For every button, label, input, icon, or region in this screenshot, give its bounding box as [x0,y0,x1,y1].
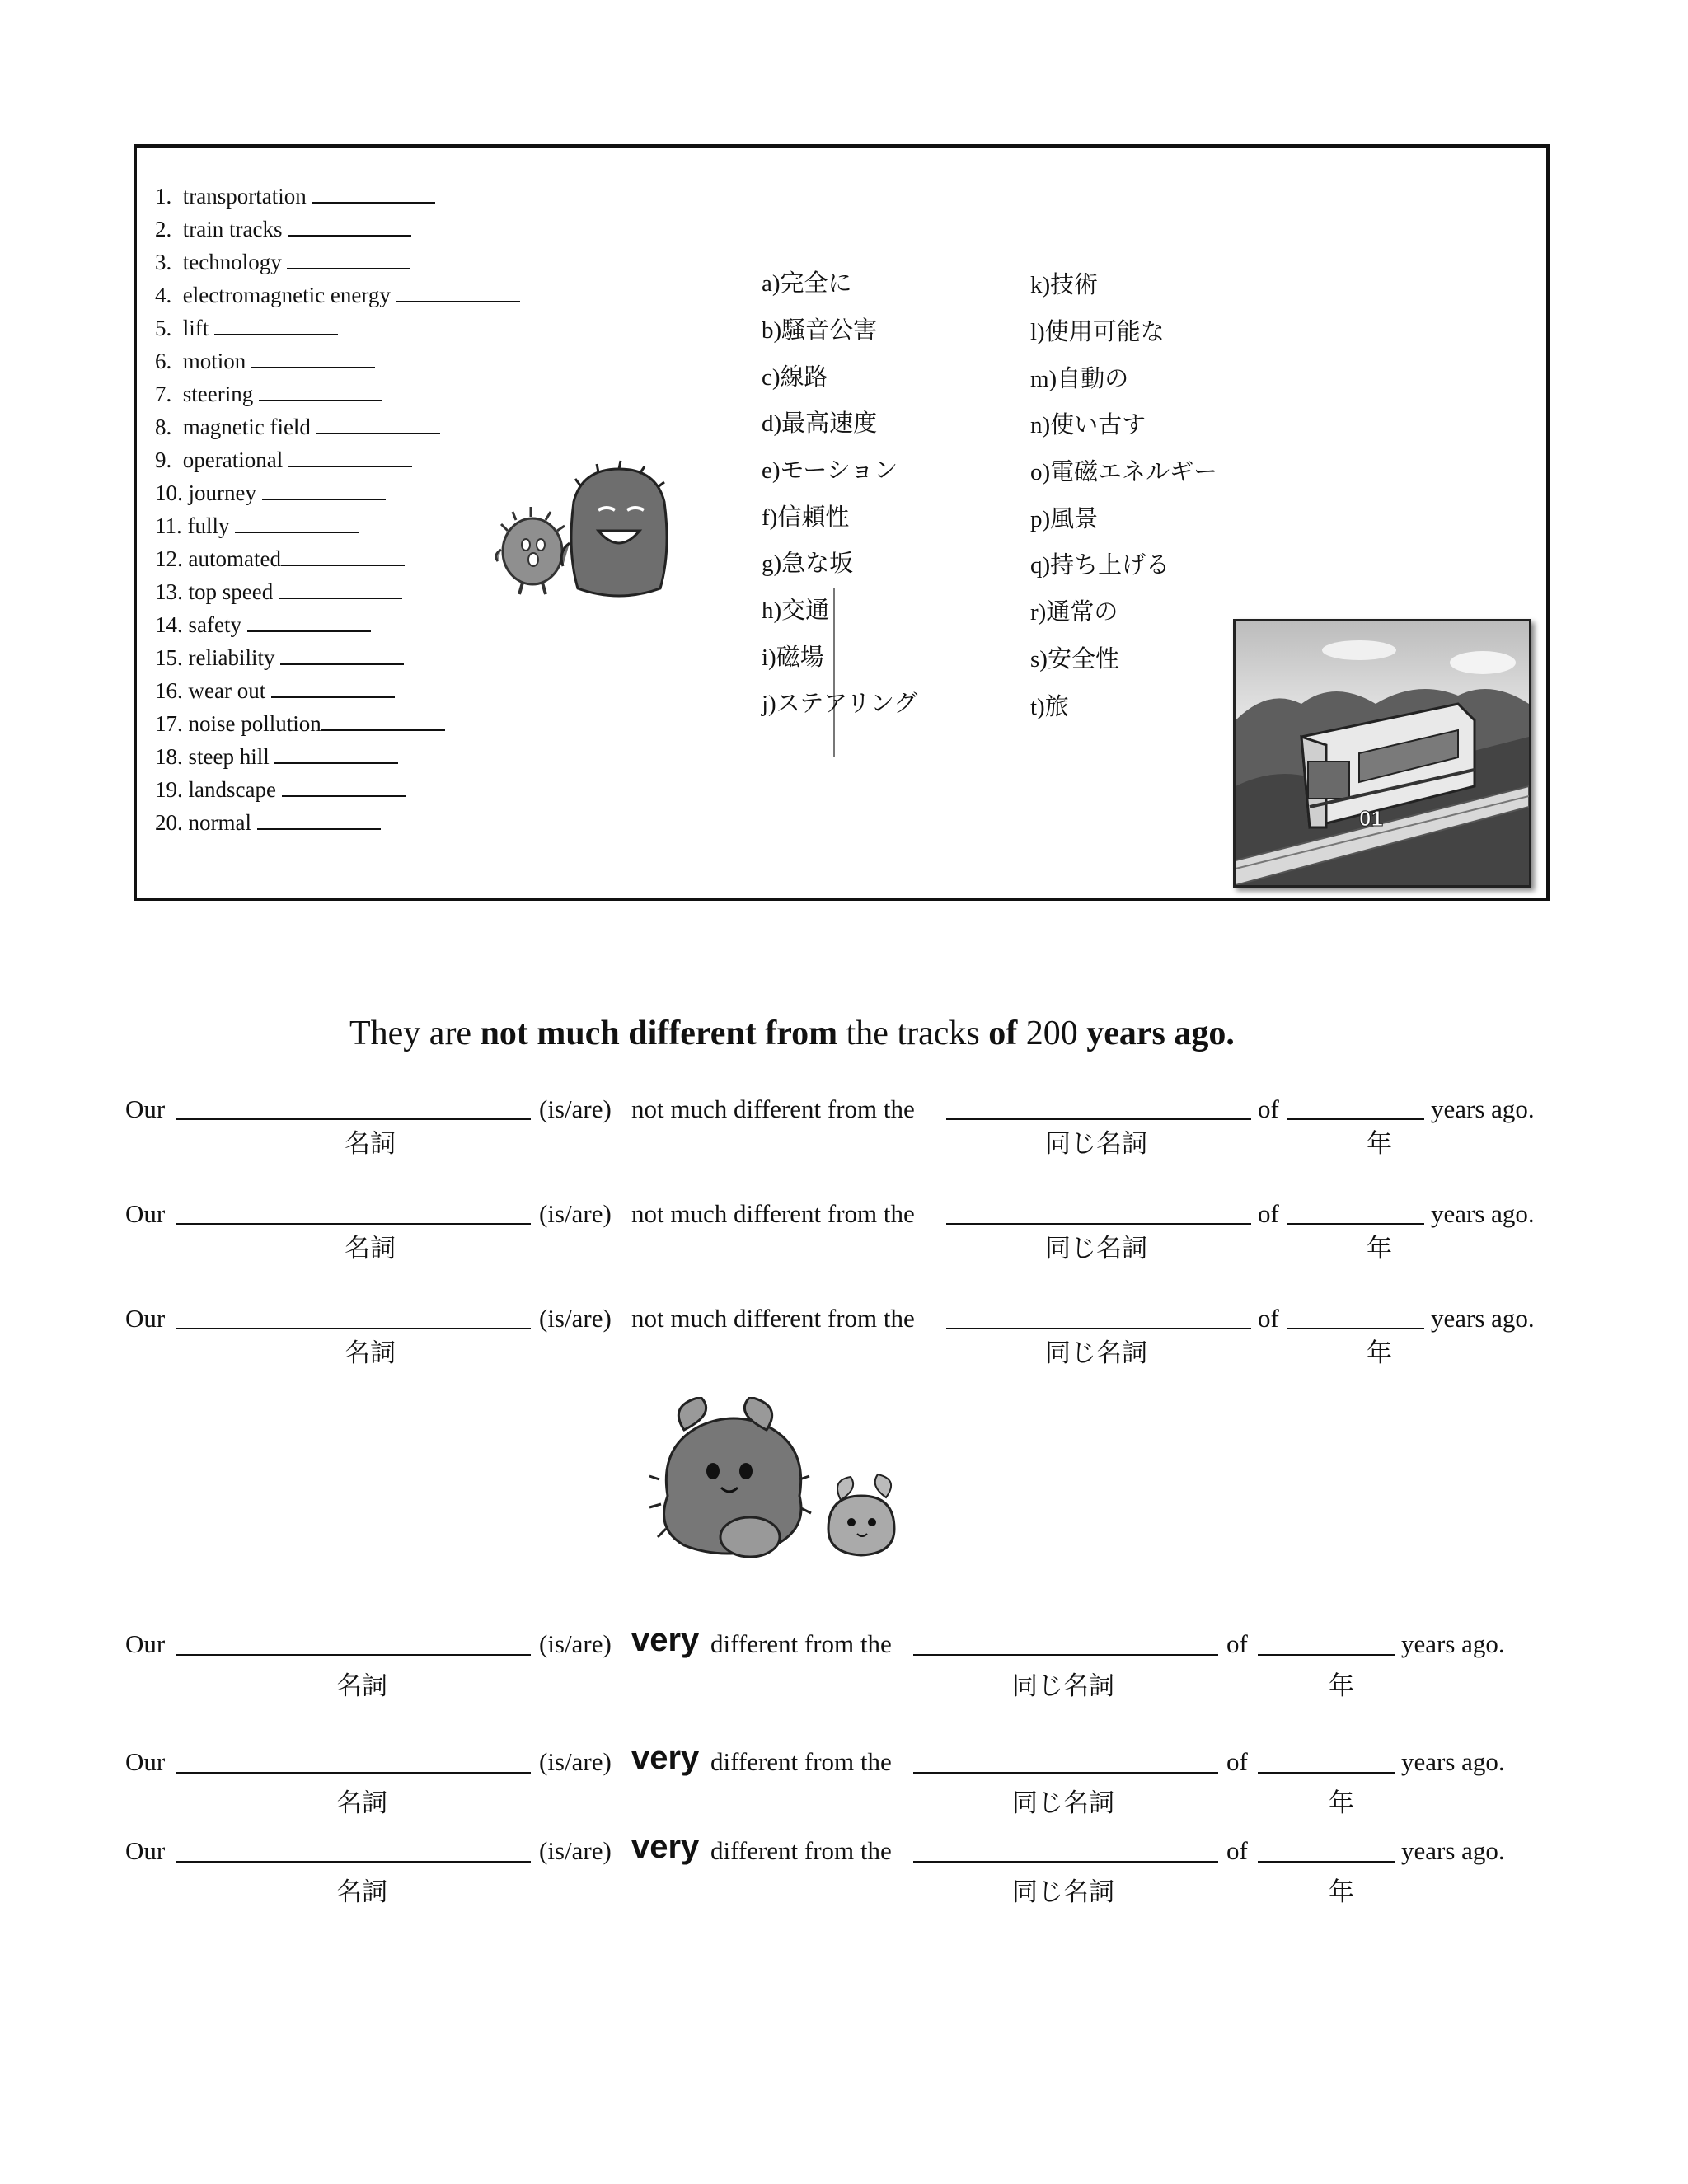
phrase-years-ago: years ago. [1401,1747,1505,1776]
phrase-years-ago: years ago. [1431,1304,1535,1333]
same-noun-blank[interactable] [946,1221,1251,1225]
vocab-term: 7. steering [155,380,382,407]
vocab-term: 18. steep hill [155,743,398,770]
answer-blank[interactable] [262,479,386,500]
train-photo [1233,619,1531,888]
answer-blank[interactable] [281,545,405,566]
definition-item: l)使用可能な [1030,319,1165,345]
noun-label: 名詞 [336,1671,387,1700]
answer-blank[interactable] [282,776,406,797]
answer-blank[interactable] [235,512,359,533]
answer-blank[interactable] [280,644,404,665]
phrase-years-ago: years ago. [1401,1836,1505,1865]
word-of: of [1258,1304,1279,1333]
definition-item: m)自動の [1030,366,1129,392]
year-blank[interactable] [1287,1326,1424,1329]
vocab-term: 12. automated [155,545,405,572]
definition-item: p)風景 [1030,506,1099,532]
word-isare: (is/are) [539,1199,612,1228]
definition-item: f)信頼性 [762,504,850,531]
phrase-different-from: different from the [710,1629,892,1658]
word-very: very [631,1829,700,1865]
definition-item: b)騒音公害 [762,317,878,344]
vocab-term: 1. transportation [155,182,435,209]
vocab-term: 11. fully [155,512,359,539]
word-isare: (is/are) [539,1836,612,1865]
word-of: of [1226,1629,1248,1658]
same-noun-label: 同じ名詞 [1045,1129,1147,1158]
word-isare: (is/are) [539,1094,612,1123]
noun-label: 名詞 [345,1234,396,1263]
word-our: Our [125,1747,166,1776]
phrase-not-much-different: not much different from the [631,1199,915,1228]
definition-item: c)線路 [762,364,828,391]
leaf-monsters-illustration [643,1397,923,1570]
answer-blank[interactable] [288,446,412,467]
word-of: of [1226,1747,1248,1776]
year-blank[interactable] [1287,1221,1424,1225]
year-blank[interactable] [1258,1770,1395,1774]
definition-item: q)持ち上げる [1030,552,1170,579]
word-isare: (is/are) [539,1747,612,1776]
phrase-different-from: different from the [710,1747,892,1776]
answer-blank[interactable] [316,413,440,434]
same-noun-label: 同じ名詞 [1012,1671,1114,1700]
vocab-term: 4. electromagnetic energy [155,281,520,308]
definition-item: k)技術 [1030,272,1099,298]
answer-blank[interactable] [396,281,520,302]
word-our: Our [125,1836,166,1865]
definition-item: g)急な坂 [762,551,854,577]
same-noun-label: 同じ名詞 [1045,1234,1147,1263]
year-label: 年 [1329,1788,1354,1817]
definition-item: r)通常の [1030,599,1118,626]
definition-item: o)電磁エネルギー [1030,459,1218,485]
word-our: Our [125,1304,166,1333]
train-scene [1236,621,1529,885]
answer-blank[interactable] [214,314,338,335]
small-leaf-monster [828,1474,894,1555]
vocab-term: 14. safety [155,611,371,638]
answer-blank[interactable] [279,578,402,599]
word-very: very [631,1622,700,1658]
definition-item: n)使い古す [1030,412,1146,438]
definition-item: d)最高速度 [762,410,878,437]
word-very: very [631,1740,700,1776]
noun-label: 名詞 [345,1338,396,1367]
word-our: Our [125,1199,166,1228]
word-isare: (is/are) [539,1629,612,1658]
word-of: of [1258,1094,1279,1123]
vocab-term: 6. motion [155,347,375,374]
noun-label: 名詞 [336,1877,387,1906]
noun-label: 名詞 [336,1788,387,1817]
noun-blank[interactable] [176,1652,531,1656]
phrase-years-ago: years ago. [1431,1094,1535,1123]
answer-blank[interactable] [287,248,410,269]
vocab-term: 17. noise pollution [155,710,445,737]
definition-item: e)モーション [762,457,898,484]
phrase-different-from: different from the [710,1836,892,1865]
year-label: 年 [1329,1877,1354,1906]
definition-item: s)安全性 [1030,646,1119,673]
definition-item: a)完全に [762,270,852,297]
phrase-not-much-different: not much different from the [631,1094,915,1123]
answer-blank[interactable] [312,182,435,204]
big-monster [561,461,667,596]
vocab-term: 10. journey [155,479,386,506]
phrase-years-ago: years ago. [1431,1199,1535,1228]
word-our: Our [125,1094,166,1123]
phrase-years-ago: years ago. [1401,1629,1505,1658]
year-label: 年 [1367,1234,1392,1263]
year-label: 年 [1367,1338,1392,1367]
answer-blank[interactable] [257,808,381,830]
noun-blank[interactable] [176,1326,531,1329]
same-noun-blank[interactable] [913,1652,1218,1656]
definition-item: t)旅 [1030,694,1069,720]
same-noun-label: 同じ名詞 [1045,1338,1147,1367]
vocab-term: 13. top speed [155,578,402,605]
year-label: 年 [1329,1671,1354,1700]
mascot-monsters-illustration [483,452,673,617]
vocab-term: 20. normal [155,808,381,836]
definition-item: j)ステアリング [762,691,918,717]
noun-blank[interactable] [176,1859,531,1863]
answer-blank[interactable] [251,347,375,368]
vocab-term: 15. reliability [155,644,404,671]
small-monster [496,507,565,594]
answer-blank[interactable] [274,743,398,764]
noun-label: 名詞 [345,1129,396,1158]
year-blank[interactable] [1258,1652,1395,1656]
vocab-term: 2. train tracks [155,215,411,242]
same-noun-label: 同じ名詞 [1012,1877,1114,1906]
noun-blank[interactable] [176,1770,531,1774]
definition-item: i)磁場 [762,644,824,671]
noun-blank[interactable] [176,1117,531,1120]
vocab-term: 8. magnetic field [155,413,440,440]
answer-blank[interactable] [271,677,395,698]
definition-item: h)交通 [762,598,830,624]
vocab-term: 9. operational [155,446,412,473]
answer-blank[interactable] [288,215,411,237]
noun-blank[interactable] [176,1221,531,1225]
word-isare: (is/are) [539,1304,612,1333]
divider-line [833,588,835,757]
answer-blank[interactable] [259,380,382,401]
big-leaf-monster [649,1397,811,1557]
example-sentence: They are not much different from the tracks of 200 years ago. [349,1015,1235,1052]
year-blank[interactable] [1287,1117,1424,1120]
vocab-term: 16. wear out [155,677,395,704]
same-noun-label: 同じ名詞 [1012,1788,1114,1817]
answer-blank[interactable] [321,710,445,731]
vocabulary-box [134,144,1550,901]
word-of: of [1258,1199,1279,1228]
same-noun-blank[interactable] [913,1770,1218,1774]
word-of: of [1226,1836,1248,1865]
phrase-not-much-different: not much different from the [631,1304,915,1333]
answer-blank[interactable] [247,611,371,632]
year-label: 年 [1367,1129,1392,1158]
word-our: Our [125,1629,166,1658]
vocab-term: 3. technology [155,248,410,275]
same-noun-blank[interactable] [913,1859,1218,1863]
year-blank[interactable] [1258,1859,1395,1863]
vocab-term: 19. landscape [155,776,406,803]
vocab-term: 5. lift [155,314,338,341]
same-noun-blank[interactable] [946,1117,1251,1120]
train-number: 01 [1359,806,1383,831]
same-noun-blank[interactable] [946,1326,1251,1329]
